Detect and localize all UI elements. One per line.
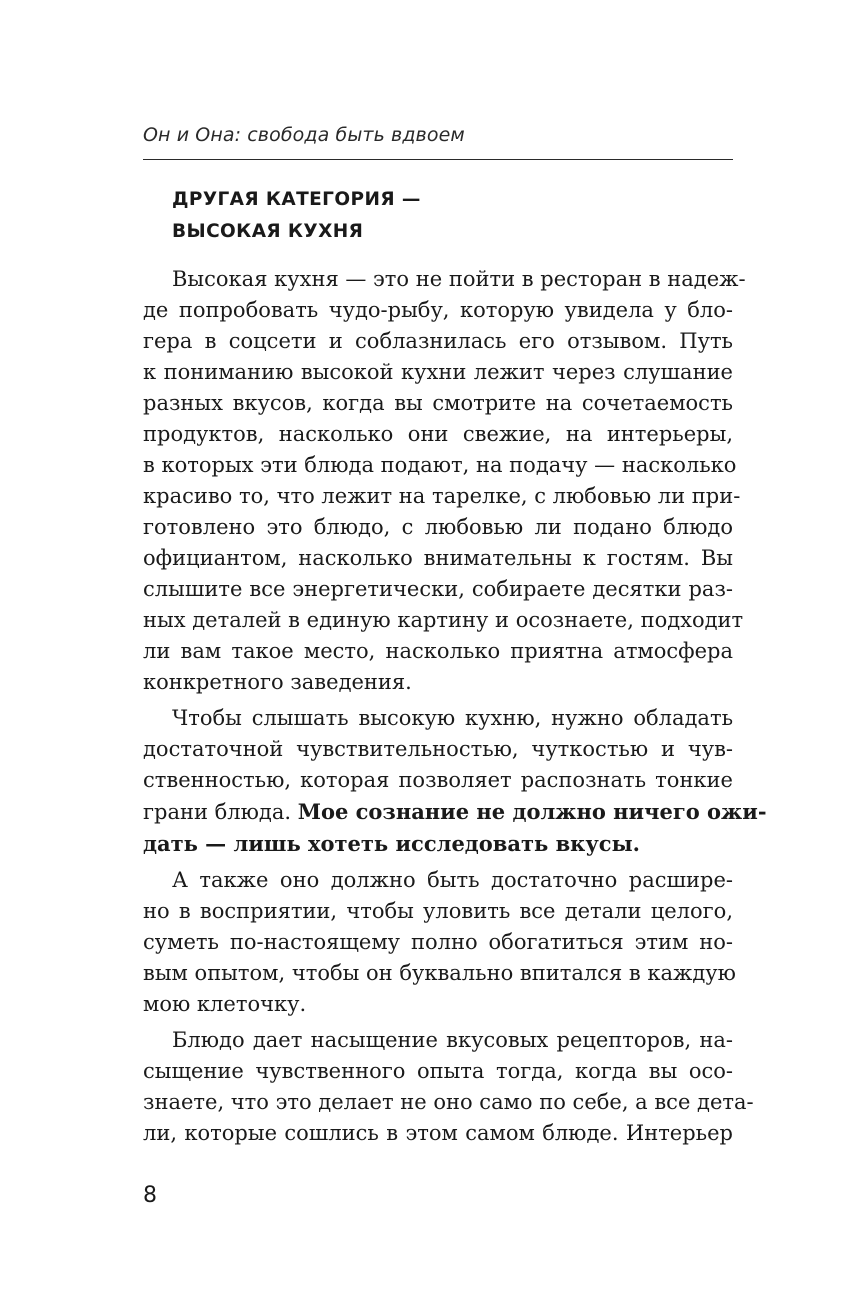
text-line: вым опытом, чтобы он буквально впитался в каждую (143, 961, 736, 985)
section-heading-line-1: ДРУГАЯ КАТЕГОРИЯ — (172, 189, 421, 210)
text-line: официантом, насколько внимательны к гостям. Вы (143, 546, 733, 570)
bold-emphasis: Мое сознание не должно ничего ожи- (297, 799, 767, 824)
text-line: слышите все энергетически, собираете десятки раз- (143, 577, 733, 601)
text-line: разных вкусов, когда вы смотрите на сочетаемость (143, 391, 733, 415)
text-line: красиво то, что лежит на тарелке, с любовью ли при- (143, 484, 741, 508)
text-line: ственностью, которая позволяет распознать тонкие (143, 768, 733, 792)
paragraph-2 (143, 703, 767, 860)
section-heading (172, 184, 732, 248)
text-line: Блюдо дает насыщение вкусовых рецепторов, на- (172, 1028, 733, 1052)
text-line: мою клеточку. (143, 992, 307, 1016)
text-line: Чтобы слышать высокую кухню, нужно обладать (172, 706, 733, 730)
paragraph-4 (143, 1025, 754, 1149)
text-line: достаточной чувствительностью, чуткостью и чув- (143, 737, 733, 761)
text-line: к пониманию высокой кухни лежит через слушание (143, 360, 733, 384)
text-line: А также оно должно быть достаточно расшире- (172, 868, 733, 892)
body-text (143, 264, 767, 1154)
paragraph-1 (143, 264, 746, 698)
text-line: Высокая кухня — это не пойти в ресторан в надеж- (172, 267, 746, 291)
text-line: гера в соцсети и соблазнилась его отзывом. Путь (143, 329, 733, 353)
text-line: ли, которые сошлись в этом самом блюде. Интерьер (143, 1121, 733, 1145)
text-line (143, 828, 733, 860)
text-line (143, 796, 767, 828)
section-heading-line-2: ВЫСОКАЯ КУХНЯ (172, 221, 364, 242)
text-line: но в восприятии, чтобы уловить все детали целого, (143, 899, 733, 923)
text-line: продуктов, насколько они свежие, на интерьеры, (143, 422, 733, 446)
text-line: в которых эти блюда подают, на подачу — насколько (143, 453, 737, 477)
text-line: сыщение чувственного опыта тогда, когда вы осо- (143, 1059, 733, 1083)
bold-emphasis: дать — лишь хотеть исследовать вкусы. (143, 831, 640, 856)
text-line: ных деталей в единую картину и осознаете, подходит (143, 608, 744, 632)
text-line: суметь по-настоящему полно обогатиться этим но- (143, 930, 733, 954)
text-line: знаете, что это делает не оно само по себе, а все дета- (143, 1090, 754, 1114)
paragraph-3 (143, 865, 736, 1020)
text-line: конкретного заведения. (143, 670, 412, 694)
text-line: ли вам такое место, насколько приятна атмосфера (143, 639, 733, 663)
text-line: де попробовать чудо-рыбу, которую увидела у бло- (143, 298, 733, 322)
header-rule (143, 159, 733, 160)
page-number: 8 (143, 1183, 157, 1208)
running-head: Он и Она: свобода быть вдвоем (143, 124, 465, 146)
text-run: грани блюда. (143, 800, 298, 824)
text-line: готовлено это блюдо, с любовью ли подано блюдо (143, 515, 733, 539)
